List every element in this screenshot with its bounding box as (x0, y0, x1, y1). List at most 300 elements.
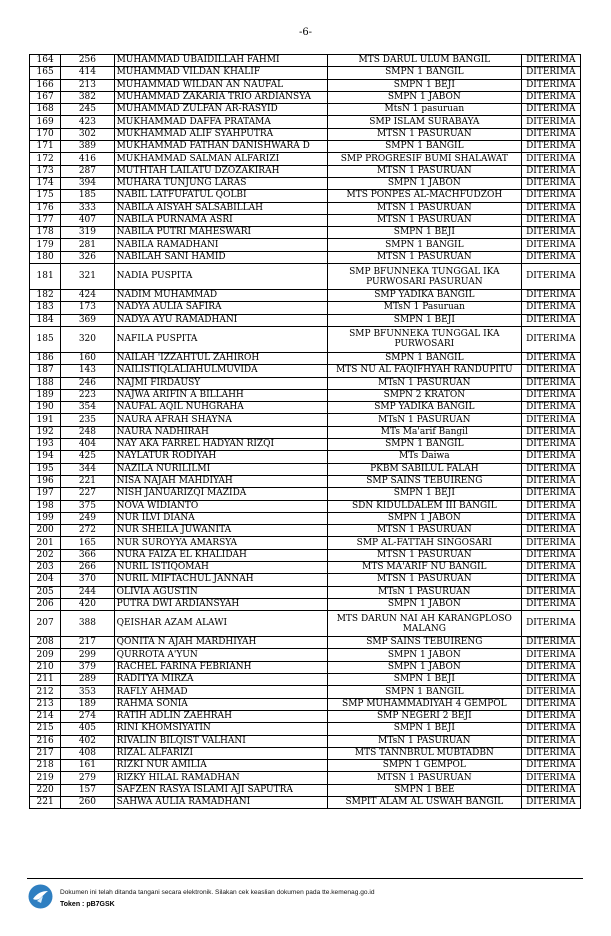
cell-student-name: NABIL LATFUFATUL QOLBI (114, 190, 328, 202)
cell-student-name: RIZKY HILAL RAMADHAN (114, 772, 328, 784)
cell-registration: 414 (61, 67, 114, 79)
cell-student-name: QURROTA A'YUN (114, 649, 328, 661)
cell-registration: 217 (61, 637, 114, 649)
cell-school-origin: SMPN 1 BANGIL (328, 141, 521, 153)
cell-number: 221 (30, 797, 61, 809)
cell-status: DITERIMA (521, 549, 580, 561)
cell-student-name: RIZAL ALFARIZI (114, 747, 328, 759)
table-row (30, 661, 581, 673)
cell-number: 215 (30, 723, 61, 735)
cell-number: 168 (30, 104, 61, 116)
table-row (30, 414, 581, 426)
cell-status: DITERIMA (521, 512, 580, 524)
cell-school-origin: SMPN 1 BANGIL (328, 352, 521, 364)
cell-school-origin: SMP BFUNNEKA TUNGGAL IKA PURWOSARI PASURUAN (328, 264, 521, 290)
cell-student-name: NAYLATUR RODIYAH (114, 451, 328, 463)
cell-student-name: NAILAH 'IZZAHTUL ZAHIROH (114, 352, 328, 364)
table-row (30, 772, 581, 784)
cell-school-origin: SMPN 1 JABON (328, 598, 521, 610)
cell-status: DITERIMA (521, 389, 580, 401)
cell-number: 172 (30, 153, 61, 165)
table-row (30, 202, 581, 214)
cell-number: 170 (30, 128, 61, 140)
cell-registration: 249 (61, 512, 114, 524)
cell-school-origin: SMPN 1 BEE (328, 784, 521, 796)
cell-registration: 394 (61, 177, 114, 189)
cell-school-origin: SDN KIDULDALEM III BANGIL (328, 500, 521, 512)
cell-status: DITERIMA (521, 723, 580, 735)
cell-status: DITERIMA (521, 735, 580, 747)
cell-school-origin: MTSN 1 PASURUAN (328, 214, 521, 226)
cell-school-origin: SMPN 1 JABON (328, 512, 521, 524)
cell-registration: 213 (61, 79, 114, 91)
cell-school-origin: MTSN 1 PASURUAN (328, 574, 521, 586)
table-row (30, 165, 581, 177)
table-row (30, 128, 581, 140)
cell-status: DITERIMA (521, 760, 580, 772)
cell-status: DITERIMA (521, 451, 580, 463)
cell-status: DITERIMA (521, 463, 580, 475)
admission-results-table (29, 54, 581, 809)
cell-status: DITERIMA (521, 797, 580, 809)
cell-student-name: RINI KHOMSIYATIN (114, 723, 328, 735)
cell-registration: 388 (61, 611, 114, 637)
cell-number: 207 (30, 611, 61, 637)
cell-student-name: MUHAMMAD ZULFAN AR-RASYID (114, 104, 328, 116)
cell-number: 196 (30, 475, 61, 487)
cell-number: 195 (30, 463, 61, 475)
cell-number: 213 (30, 698, 61, 710)
cell-number: 201 (30, 537, 61, 549)
cell-school-origin: SMPN 1 BANGIL (328, 686, 521, 698)
cell-school-origin: SMP SAINS TEBUIRENG (328, 475, 521, 487)
table-row (30, 55, 581, 67)
cell-registration: 287 (61, 165, 114, 177)
cell-status: DITERIMA (521, 264, 580, 290)
cell-school-origin: MTSN 1 PASURUAN (328, 525, 521, 537)
table-row (30, 463, 581, 475)
table-row (30, 512, 581, 524)
cell-school-origin: SMP PROGRESIF BUMI SHALAWAT (328, 153, 521, 165)
cell-registration: 423 (61, 116, 114, 128)
cell-student-name: NISA NAJAH MAHDIYAH (114, 475, 328, 487)
cell-registration: 173 (61, 302, 114, 314)
footer-divider (27, 878, 583, 879)
table-row (30, 561, 581, 573)
cell-school-origin: MTS DARUL ULUM BANGIL (328, 55, 521, 67)
cell-registration: 375 (61, 500, 114, 512)
cell-status: DITERIMA (521, 439, 580, 451)
cell-number: 174 (30, 177, 61, 189)
cell-registration: 408 (61, 747, 114, 759)
cell-registration: 185 (61, 190, 114, 202)
table-row (30, 598, 581, 610)
cell-number: 206 (30, 598, 61, 610)
cell-status: DITERIMA (521, 116, 580, 128)
cell-school-origin: MTSN 1 PASURUAN (328, 202, 521, 214)
cell-student-name: NADIA PUSPITA (114, 264, 328, 290)
cell-status: DITERIMA (521, 141, 580, 153)
table-row (30, 352, 581, 364)
table-row (30, 710, 581, 722)
cell-number: 164 (30, 55, 61, 67)
cell-status: DITERIMA (521, 177, 580, 189)
cell-number: 217 (30, 747, 61, 759)
cell-number: 169 (30, 116, 61, 128)
table-row (30, 365, 581, 377)
cell-student-name: NISH JANUARIZQI MAZIDA (114, 488, 328, 500)
cell-registration: 321 (61, 264, 114, 290)
cell-number: 178 (30, 227, 61, 239)
cell-school-origin: MTS MA'ARIF NU BANGIL (328, 561, 521, 573)
table-row (30, 488, 581, 500)
cell-number: 186 (30, 352, 61, 364)
cell-number: 205 (30, 586, 61, 598)
cell-registration: 235 (61, 414, 114, 426)
cell-number: 173 (30, 165, 61, 177)
cell-registration: 157 (61, 784, 114, 796)
cell-school-origin: SMP AL-FATTAH SINGOSARI (328, 537, 521, 549)
cell-registration: 165 (61, 537, 114, 549)
cell-registration: 223 (61, 389, 114, 401)
table-row (30, 649, 581, 661)
cell-number: 190 (30, 402, 61, 414)
cell-student-name: MUHAMMAD UBAIDILLAH FAHMI (114, 55, 328, 67)
cell-status: DITERIMA (521, 227, 580, 239)
table-row (30, 574, 581, 586)
cell-status: DITERIMA (521, 637, 580, 649)
cell-number: 198 (30, 500, 61, 512)
cell-school-origin: SMP MUHAMMADIYAH 4 GEMPOL (328, 698, 521, 710)
cell-student-name: MUHAMMAD ZAKARIA TRIO ARDIANSYA (114, 91, 328, 103)
table-row (30, 402, 581, 414)
cell-student-name: MUKHAMMAD DAFFA PRATAMA (114, 116, 328, 128)
cell-school-origin: MTS NU AL FAQIFHYAH RANDUPITU (328, 365, 521, 377)
token-label: Token : pB7GSK (60, 901, 115, 908)
cell-student-name: NADYA AYU RAMADHANI (114, 314, 328, 326)
cell-registration: 227 (61, 488, 114, 500)
cell-registration: 272 (61, 525, 114, 537)
table-row (30, 698, 581, 710)
cell-status: DITERIMA (521, 190, 580, 202)
cell-number: 176 (30, 202, 61, 214)
cell-student-name: NABILA PUTRI MAHESWARI (114, 227, 328, 239)
cell-registration: 405 (61, 723, 114, 735)
cell-number: 180 (30, 251, 61, 263)
table-row (30, 674, 581, 686)
cell-school-origin: SMP BFUNNEKA TUNGGAL IKA PURWOSARI (328, 326, 521, 352)
cell-registration: 424 (61, 290, 114, 302)
table-row (30, 141, 581, 153)
cell-student-name: RATIH ADLIN ZAEHRAH (114, 710, 328, 722)
cell-registration: 302 (61, 128, 114, 140)
cell-status: DITERIMA (521, 537, 580, 549)
cell-number: 212 (30, 686, 61, 698)
table-row (30, 389, 581, 401)
cell-school-origin: MTSN 1 PASURUAN (328, 251, 521, 263)
cell-registration: 326 (61, 251, 114, 263)
cell-school-origin: SMPN 1 JABON (328, 177, 521, 189)
cell-registration: 379 (61, 661, 114, 673)
cell-registration: 407 (61, 214, 114, 226)
cell-number: 202 (30, 549, 61, 561)
cell-number: 208 (30, 637, 61, 649)
cell-registration: 266 (61, 561, 114, 573)
cell-school-origin: MtsN 1 pasuruan (328, 104, 521, 116)
cell-registration: 425 (61, 451, 114, 463)
table-row (30, 426, 581, 438)
table-row (30, 227, 581, 239)
cell-registration: 416 (61, 153, 114, 165)
cell-student-name: NOVA WIDIANTO (114, 500, 328, 512)
cell-school-origin: MTsN 1 PASURUAN (328, 586, 521, 598)
table-row (30, 637, 581, 649)
cell-student-name: MUKHAMMAD SALMAN ALFARIZI (114, 153, 328, 165)
cell-student-name: RIVALIN BILQIST VALHANI (114, 735, 328, 747)
cell-school-origin: SMPN 1 BEJI (328, 674, 521, 686)
cell-school-origin: SMP NEGERI 2 BEJI (328, 710, 521, 722)
cell-status: DITERIMA (521, 239, 580, 251)
cell-number: 188 (30, 377, 61, 389)
cell-status: DITERIMA (521, 561, 580, 573)
table-row (30, 264, 581, 290)
table-row (30, 67, 581, 79)
cell-school-origin: MTSN 1 PASURUAN (328, 165, 521, 177)
cell-student-name: NAILISTIQLALIAHULMUVIDA (114, 365, 328, 377)
cell-status: DITERIMA (521, 202, 580, 214)
cell-registration: 344 (61, 463, 114, 475)
cell-number: 218 (30, 760, 61, 772)
cell-student-name: NABILA RAMADHANI (114, 239, 328, 251)
cell-status: DITERIMA (521, 574, 580, 586)
table-row (30, 723, 581, 735)
e-sign-bird-icon (28, 884, 53, 909)
cell-number: 211 (30, 674, 61, 686)
cell-school-origin: SMP YADIKA BANGIL (328, 402, 521, 414)
cell-number: 184 (30, 314, 61, 326)
cell-student-name: MUTHTAH LAILATU DZOZAKIRAH (114, 165, 328, 177)
cell-student-name: MUHARA TUNJUNG LARAS (114, 177, 328, 189)
cell-student-name: NAY AKA FARREL HADYAN RIZQI (114, 439, 328, 451)
cell-status: DITERIMA (521, 772, 580, 784)
table-row (30, 104, 581, 116)
cell-school-origin: SMPN 1 BANGIL (328, 439, 521, 451)
cell-registration: 370 (61, 574, 114, 586)
table-row (30, 377, 581, 389)
cell-school-origin: MTS TANNBRUL MUBTADBN (328, 747, 521, 759)
cell-number: 191 (30, 414, 61, 426)
cell-registration: 353 (61, 686, 114, 698)
cell-number: 209 (30, 649, 61, 661)
cell-status: DITERIMA (521, 377, 580, 389)
cell-status: DITERIMA (521, 214, 580, 226)
cell-registration: 143 (61, 365, 114, 377)
cell-registration: 369 (61, 314, 114, 326)
cell-status: DITERIMA (521, 314, 580, 326)
cell-number: 183 (30, 302, 61, 314)
table-row (30, 500, 581, 512)
cell-school-origin: SMPN 2 KRATON (328, 389, 521, 401)
cell-status: DITERIMA (521, 104, 580, 116)
cell-student-name: RACHEL FARINA FEBRIANH (114, 661, 328, 673)
cell-school-origin: SMP YADIKA BANGIL (328, 290, 521, 302)
cell-status: DITERIMA (521, 79, 580, 91)
cell-status: DITERIMA (521, 67, 580, 79)
cell-school-origin: MTS PONPES AL-MACHFUDZOH (328, 190, 521, 202)
table-row (30, 686, 581, 698)
cell-student-name: MUKHAMMAD ALIF SYAHPUTRA (114, 128, 328, 140)
cell-school-origin: MTsN 1 PASURUAN (328, 377, 521, 389)
cell-number: 171 (30, 141, 61, 153)
cell-student-name: NUR SUROYYA AMARSYA (114, 537, 328, 549)
cell-student-name: MUHAMMAD WILDAN AN NAUFAL (114, 79, 328, 91)
cell-school-origin: PKBM SABILUL FALAH (328, 463, 521, 475)
cell-number: 175 (30, 190, 61, 202)
cell-number: 185 (30, 326, 61, 352)
cell-student-name: NAJWA ARIFIN A BILLAHH (114, 389, 328, 401)
cell-registration: 189 (61, 698, 114, 710)
cell-student-name: NAZILA NURILILMI (114, 463, 328, 475)
table-row (30, 79, 581, 91)
cell-number: 210 (30, 661, 61, 673)
cell-school-origin: MTSN 1 PASURUAN (328, 772, 521, 784)
cell-status: DITERIMA (521, 475, 580, 487)
cell-student-name: RAFLY AHMAD (114, 686, 328, 698)
cell-school-origin: MTs Ma'arif Bangil (328, 426, 521, 438)
cell-school-origin: SMPN 1 BEJI (328, 723, 521, 735)
cell-status: DITERIMA (521, 710, 580, 722)
cell-status: DITERIMA (521, 686, 580, 698)
cell-number: 177 (30, 214, 61, 226)
cell-status: DITERIMA (521, 661, 580, 673)
cell-registration: 404 (61, 439, 114, 451)
cell-student-name: RAHMA SONIA (114, 698, 328, 710)
cell-student-name: NUR SHEILA JUWANITA (114, 525, 328, 537)
cell-registration: 354 (61, 402, 114, 414)
cell-registration: 246 (61, 377, 114, 389)
cell-school-origin: SMP SAINS TEBUIRENG (328, 637, 521, 649)
table-row (30, 302, 581, 314)
cell-school-origin: SMPN 1 BANGIL (328, 67, 521, 79)
cell-number: 197 (30, 488, 61, 500)
cell-number: 204 (30, 574, 61, 586)
cell-school-origin: MTsN 1 PASURUAN (328, 735, 521, 747)
cell-registration: 319 (61, 227, 114, 239)
cell-number: 214 (30, 710, 61, 722)
cell-student-name: NAFILA PUSPITA (114, 326, 328, 352)
cell-status: DITERIMA (521, 784, 580, 796)
cell-number: 179 (30, 239, 61, 251)
table-row (30, 784, 581, 796)
cell-student-name: MUKHAMMAD FATHAN DANISHWARA D (114, 141, 328, 153)
cell-student-name: NURA FAIZA EL KHALIDAH (114, 549, 328, 561)
cell-student-name: NAURA NADHIRAH (114, 426, 328, 438)
cell-registration: 289 (61, 674, 114, 686)
cell-status: DITERIMA (521, 525, 580, 537)
table-row (30, 611, 581, 637)
cell-status: DITERIMA (521, 128, 580, 140)
table-row (30, 549, 581, 561)
cell-number: 203 (30, 561, 61, 573)
e-signature-note: Dokumen ini telah ditanda tangani secara elektronik. Silakan cek keaslian dokumen pada tte.kemenag.go.id (60, 889, 375, 896)
cell-status: DITERIMA (521, 426, 580, 438)
cell-number: 216 (30, 735, 61, 747)
table-row (30, 735, 581, 747)
cell-number: 165 (30, 67, 61, 79)
cell-school-origin: MTsN 1 PASURUAN (328, 414, 521, 426)
cell-number: 220 (30, 784, 61, 796)
table-row (30, 290, 581, 302)
table-row (30, 475, 581, 487)
cell-status: DITERIMA (521, 165, 580, 177)
cell-school-origin: MTS DARUN NAI AH KARANGPLOSO MALANG (328, 611, 521, 637)
cell-student-name: RIZKI NUR AMILIA (114, 760, 328, 772)
cell-status: DITERIMA (521, 326, 580, 352)
cell-school-origin: SMPN 1 JABON (328, 649, 521, 661)
cell-student-name: NAJMI FIRDAUSY (114, 377, 328, 389)
cell-registration: 366 (61, 549, 114, 561)
table-row (30, 91, 581, 103)
cell-status: DITERIMA (521, 402, 580, 414)
table-row (30, 760, 581, 772)
cell-number: 166 (30, 79, 61, 91)
cell-school-origin: SMPN 1 BANGIL (328, 239, 521, 251)
cell-registration: 382 (61, 91, 114, 103)
table-body (30, 55, 581, 809)
cell-status: DITERIMA (521, 251, 580, 263)
cell-registration: 333 (61, 202, 114, 214)
cell-status: DITERIMA (521, 598, 580, 610)
cell-status: DITERIMA (521, 153, 580, 165)
cell-status: DITERIMA (521, 586, 580, 598)
cell-number: 193 (30, 439, 61, 451)
cell-school-origin: SMPN 1 BEJI (328, 79, 521, 91)
cell-registration: 279 (61, 772, 114, 784)
cell-registration: 221 (61, 475, 114, 487)
cell-status: DITERIMA (521, 611, 580, 637)
table-row (30, 177, 581, 189)
page-number: -6- (298, 27, 313, 38)
cell-status: DITERIMA (521, 500, 580, 512)
cell-school-origin: MTSN 1 PASURUAN (328, 128, 521, 140)
cell-student-name: SAFZEN RASYA ISLAMI AJI SAPUTRA (114, 784, 328, 796)
cell-registration: 274 (61, 710, 114, 722)
cell-student-name: QONITA N AJAH MARDHIYAH (114, 637, 328, 649)
cell-student-name: QEISHAR AZAM ALAWI (114, 611, 328, 637)
cell-number: 200 (30, 525, 61, 537)
cell-registration: 161 (61, 760, 114, 772)
table-row (30, 747, 581, 759)
cell-registration: 248 (61, 426, 114, 438)
cell-school-origin: SMPN 1 JABON (328, 91, 521, 103)
cell-number: 182 (30, 290, 61, 302)
cell-registration: 420 (61, 598, 114, 610)
cell-number: 189 (30, 389, 61, 401)
table-row (30, 239, 581, 251)
cell-school-origin: MTSN 1 PASURUAN (328, 549, 521, 561)
cell-number: 187 (30, 365, 61, 377)
cell-student-name: NADIM MUHAMMAD (114, 290, 328, 302)
table-row (30, 797, 581, 809)
cell-student-name: NAURA AFRAH SHAYNA (114, 414, 328, 426)
cell-school-origin: SMPN 1 BEJI (328, 488, 521, 500)
table-row (30, 153, 581, 165)
cell-registration: 244 (61, 586, 114, 598)
table-row (30, 116, 581, 128)
cell-registration: 256 (61, 55, 114, 67)
cell-status: DITERIMA (521, 352, 580, 364)
table-row (30, 439, 581, 451)
